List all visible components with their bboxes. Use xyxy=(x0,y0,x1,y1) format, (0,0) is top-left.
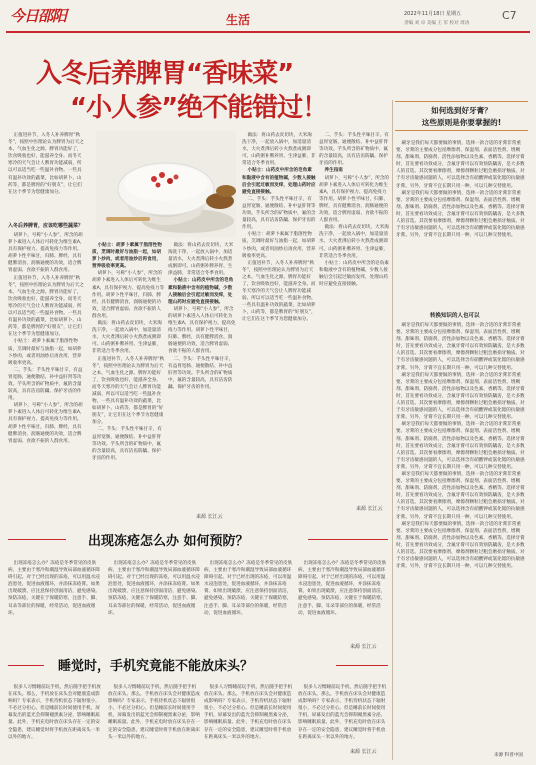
lead-title-line2: “小人参”绝不能错过！ xyxy=(70,93,328,123)
sidebar-heading-box xyxy=(395,101,528,131)
article3-text-a: 很多人习惯睡前玩手机，然后随手把手机放在床头。那么，手机放在床头会对健康造成影响吗？专家表示，手机待机状态下辐射很小，不必过分担心。但是睡前长时间使用手机，屏幕发出的蓝光会抑制褪黑素分泌，影响睡眠质量。此外，手机充电时放在床头存在一定的安全隐患，建议睡觉时将手机放在距离床头一米以外的地方。 xyxy=(8,685,101,740)
article2-author: 来源 长江云 xyxy=(350,644,377,650)
article2-col-1 xyxy=(8,560,104,640)
food-photo xyxy=(96,131,236,237)
sidebar-author: 来源 科普中国 xyxy=(494,753,524,758)
article3-rule-right xyxy=(336,665,388,666)
lead-col4-text-d: 做法：将山药去皮切块，大米淘洗干净，一起放入锅中，加适量清水，大火煮沸后转小火熬煮成粥即可。山药粥补脾养胃、生津益肺，非常适合冬季食用。 xyxy=(319,225,389,259)
article2-col-2 xyxy=(108,560,200,640)
article2-text-a: 出现冻疮怎么办？冻疮是冬季常见的皮肤病，主要由于寒冷和潮湿导致局部血液循环障碍引起。对于已经出现的冻疮，可以用温水浸泡患处，促进血液循环，并涂抹冻疮膏。如果出现破溃，应注意保持创面清洁，避免感染。预防冻疮，关键在于保暖防寒，注意手、脚、耳朵等部位的保暖，经常活动，促进血液循环。 xyxy=(8,561,100,616)
lead-column-3 xyxy=(168,242,236,512)
article3-text-c: 很多人习惯睡前玩手机，然后随手把手机放在床头。那么，手机放在床头会对健康造成影响吗？专家表示，手机待机状态下辐射很小，不必过分担心。但是睡前长时间使用手机，屏幕发出的蓝光会抑制褪黑素分泌，影响睡眠质量。此外，手机充电时放在床头存在一定的安全隐患，建议睡觉时将手机放在距离床头一米以外的地方。 xyxy=(204,685,293,740)
sidebar-title-2: 这些原则是你要掌握的! xyxy=(421,118,502,127)
article3-col-3 xyxy=(204,684,294,758)
article3-title: 睡觉时，手机究竟能不能放床头？ xyxy=(58,659,254,674)
lead-author-2: 来源 长江云 xyxy=(356,506,383,512)
page-number: C7 xyxy=(502,9,517,22)
lead-col2-repeat: 胡萝卜，号称“小人参”，所含的胡萝卜素进入人体后可转化为维生素A，具有保护视力、提高免疫力等作用。胡萝卜性平味甘，归肺、脾经，具有健脾消食、润肠通便的功效，适合脾胃虚弱、食欲不振的人群食用。 xyxy=(8,403,85,444)
lead-column-1b xyxy=(8,232,85,520)
lead-col2-text-d: 胡萝卜，号称“小人参”，所含的胡萝卜素进入人体后可转化为维生素A，具有保护视力、提高免疫力等作用。胡萝卜性平味甘，归肺、脾经，具有健脾消食、润肠通便的功效，适合脾胃虚弱、食欲不振的人群食用。 xyxy=(319,175,389,224)
lead-col6-text-b: 二、芋头：芋头性平味甘辛，有益胃宽肠、通便散结、补中益肝肾等功效。芋头所含的矿物质中，氟的含量较高，具有洁齿防龋、保护牙齿的作用。 xyxy=(92,427,162,461)
sidebar-text-a: 刷牙是我们每天都要做的事情，选择一款合适的牙膏非常重要。牙膏的主要成分包括摩擦剂、保湿剂、表面活性剂、增稠剂、甜味剂、防腐剂、活性添加物以及色素、香精等。选择牙膏时，首先要看功效成分，含氟牙膏可以有效预防龋齿，是大多数人的首选。其次要看摩擦剂，摩擦剂颗粒过粗会磨损牙釉质。对于有牙齿敏感问题的人，可以选择含有硝酸钾或氯化锶的抗敏感牙膏。另外，牙膏不宜长期只用一种，可以几种交替使用。 xyxy=(396,141,525,189)
lead-col3-text-b: 小贴士：胡萝卜素属于脂溶性物质，烹调时最好与油脂一起，如胡萝卜炒肉，或者用油炒后再食用，营养吸收率更高。 xyxy=(242,232,316,259)
lead-col1-repeat: 正值进补节，入冬人补养脾胃“秋冬”，按照中医理论认为脾胃为后天之本，气血生化之源。脾胃功能好了，饮食吸收也好，能滋养全身。而冬天寒冷的天气会让人脾胃功能减弱，所以可以适当吃一些温补食物。一些具有温补功效的蔬菜，比如胡萝卜、山药等，都是脾胃的“好朋友”，让它们在这个季节为您健康加分。 xyxy=(8,275,84,338)
lead-col6-text-d: 二、芋头：芋头性平味甘辛，有益胃宽肠、通便散结、补中益肝肾等功效。芋头所含的矿物质中，氟的含量较高，具有洁齿防龋、保护牙齿的作用。 xyxy=(242,196,316,231)
article3-col-1 xyxy=(8,684,104,758)
article2-rule-left xyxy=(8,539,66,540)
article3-title-bar xyxy=(8,652,388,678)
lead-author-1: 来源 长江云 xyxy=(196,514,223,520)
article3-author: 来源 长江云 xyxy=(350,749,377,755)
article2-text-c: 出现冻疮怎么办？冻疮是冬季常见的皮肤病，主要由于寒冷和潮湿导致局部血液循环障碍引起。对于已经出现的冻疮，可以用温水浸泡患处，促进血液循环，并涂抹冻疮膏。如果出现破溃，应注意保持创面清洁，避免感染。预防冻疮，关键在于保暖防寒，注意手、脚、耳朵等部位的保暖，经常活动，促进血液循环。 xyxy=(204,561,293,616)
sidebar-text-g: 刷牙是我们每天都要做的事情，选择一款合适的牙膏非常重要。牙膏的主要成分包括摩擦剂、保湿剂、表面活性剂、增稠剂、甜味剂、防腐剂、活性添加物以及色素、香精等。选择牙膏时，首先要看功效成分，含氟牙膏可以有效预防龋齿，是大多数人的首选。其次要看摩擦剂，摩擦剂颗粒过粗会磨损牙釉质。对于有牙齿敏感问题的人，可以选择含有硝酸钾或氯化锶的抗敏感牙膏。另外，牙膏不宜长期只用一种，可以几种交替使用。 xyxy=(396,521,525,570)
sidebar-text-b: 刷牙是我们每天都要做的事情，选择一款合适的牙膏非常重要。牙膏的主要成分包括摩擦剂、保湿剂、表面活性剂、增稠剂、甜味剂、防腐剂、活性添加物以及色素、香精等。选择牙膏时，首先要看功效成分，含氟牙膏可以有效预防龋齿，是大多数人的首选。其次要看摩擦剂，摩擦剂颗粒过粗会磨损牙釉质。对于有牙齿敏感问题的人，可以选择含有硝酸钾或氯化锶的抗敏感牙膏。另外，牙膏不宜长期只用一种，可以几种交替使用。 xyxy=(396,190,525,239)
article3-col-4 xyxy=(298,684,388,746)
article2-col-4 xyxy=(298,560,388,630)
article2-col-3 xyxy=(204,560,294,640)
article2-title-bar xyxy=(8,527,388,553)
lead-col5-text-c: 小贴士：山药皮中所含的皂角素和黏液中含有的植物碱，少数人接触后会引起过敏而发痒，处理山药时应避免直接接触。 xyxy=(319,260,389,287)
sidebar-text-d: 刷牙是我们每天都要做的事情，选择一款合适的牙膏非常重要。牙膏的主要成分包括摩擦剂、保湿剂、表面活性剂、增稠剂、甜味剂、防腐剂、活性添加物以及色素、香精等。选择牙膏时，首先要看功效成分，含氟牙膏可以有效预防龋齿，是大多数人的首选。其次要看摩擦剂，摩擦剂颗粒过粗会磨损牙釉质。对于有牙齿敏感问题的人，可以选择含有硝酸钾或氯化锶的抗敏感牙膏。另外，牙膏不宜长期只用一种，可以几种交替使用。 xyxy=(396,372,525,421)
sidebar-tag: 转换知识的人也可以 xyxy=(430,313,480,319)
sidebar-text-c: 刷牙是我们每天都要做的事情，选择一款合适的牙膏非常重要。牙膏的主要成分包括摩擦剂、保湿剂、表面活性剂、增稠剂、甜味剂、防腐剂、活性添加物以及色素、香精等。选择牙膏时，首先要看功效成分，含氟牙膏可以有效预防龋齿，是大多数人的首选。其次要看摩擦剂，摩擦剂颗粒过粗会磨损牙釉质。对于有牙齿敏感问题的人，可以选择含有硝酸钾或氯化锶的抗敏感牙膏。另外，牙膏不宜长期只用一种，可以几种交替使用。 xyxy=(396,323,525,371)
masthead xyxy=(0,0,536,32)
lead-column-4 xyxy=(242,132,316,516)
article2-text-b: 出现冻疮怎么办？冻疮是冬季常见的皮肤病，主要由于寒冷和潮湿导致局部血液循环障碍引起。对于已经出现的冻疮，可以用温水浸泡患处，促进血液循环，并涂抹冻疮膏。如果出现破溃，应注意保持创面清洁，避免感染。预防冻疮，关键在于保暖防寒，注意手、脚、耳朵等部位的保暖，经常活动，促进血液循环。 xyxy=(108,561,200,616)
lead-col6-text-c: 二、芋头：芋头性平味甘辛，有益胃宽肠、通便散结、补中益肝肾等功效。芋头所含的矿物质中，氟的含量较高，具有洁齿防龋、保护牙齿的作用。 xyxy=(168,356,234,390)
lead-col1-text-c: 正值进补节，入冬人补养脾胃“秋冬”，按照中医理论认为脾胃为后天之本，气血生化之源。脾胃功能好了，饮食吸收也好，能滋养全身。而冬天寒冷的天气会让人脾胃功能减弱，所以可以适当吃一些温补食物。一些具有温补功效的蔬菜，比如胡萝卜、山药等，都是脾胃的“好朋友”，让它们在这个季节为您健康加分。 xyxy=(242,260,316,323)
newspaper-logo: 今日邵阳 xyxy=(10,7,67,25)
sidebar-body-2 xyxy=(396,322,528,758)
editor-line: 责编 刘 卓 美编 王 军 校对 周涛 xyxy=(404,21,470,26)
article3-text-b: 很多人习惯睡前玩手机，然后随手把手机放在床头。那么，手机放在床头会对健康造成影响吗？专家表示，手机待机状态下辐射很小，不必过分担心。但是睡前长时间使用手机，屏幕发出的蓝光会抑制褪黑素分泌，影响睡眠质量。此外，手机充电时放在床头存在一定的安全隐患，建议睡觉时将手机放在距离床头一米以外的地方。 xyxy=(108,685,200,740)
article3-text-d: 很多人习惯睡前玩手机，然后随手把手机放在床头。那么，手机放在床头会对健康造成影响吗？专家表示，手机待机状态下辐射很小，不必过分担心。但是睡前长时间使用手机，屏幕发出的蓝光会抑制褪黑素分泌，影响睡眠质量。此外，手机充电时放在床头存在一定的安全隐患，建议睡觉时将手机放在距离床头一米以外的地方。 xyxy=(298,685,387,740)
lead-col2-text-c: 胡萝卜，号称“小人参”，所含的胡萝卜素进入人体后可转化为维生素A，具有保护视力、提高免疫力等作用。胡萝卜性平味甘，归肺、脾经，具有健脾消食、润肠通便的功效，适合脾胃虚弱、食欲不振的人群食用。 xyxy=(168,306,236,355)
lead-col2-text-b: 胡萝卜，号称“小人参”，所含的胡萝卜素进入人体后可转化为维生素A，具有保护视力、提高免疫力等作用。胡萝卜性平味甘，归肺、脾经，具有健脾消食、润肠通便的功效，适合脾胃虚弱、食欲不振的人群食用。 xyxy=(92,271,165,319)
column-divider xyxy=(392,100,393,760)
section-label: 生活 xyxy=(226,13,251,27)
masthead-rule xyxy=(6,31,530,33)
lead-col2-text: 胡萝卜，号称“小人参”，所含的胡萝卜素进入人体后可转化为维生素A，具有保护视力、提高免疫力等作用。胡萝卜性平味甘，归肺、脾经，具有健脾消食、润肠通便的功效，适合脾胃虚弱、食欲不振的人群食用。 xyxy=(8,233,85,274)
article3-rule-left xyxy=(8,665,44,666)
article2-title: 出现冻疮怎么办 如何预防？ xyxy=(88,534,249,549)
sidebar-title-1: 如何选到好牙膏？ xyxy=(431,106,492,115)
lead-col6-text-e: 二、芋头：芋头性平味甘辛，有益胃宽肠、通便散结、补中益肝肾等功效。芋头所含的矿物质中，氟的含量较高，具有洁齿防龋、保护牙齿的作用。 xyxy=(319,133,389,167)
date-line: 2022年11月18日 星期五 xyxy=(404,11,462,17)
article2-rule-right xyxy=(308,539,388,540)
lead-col3-text-a: 小贴士：胡萝卜素属于脂溶性物质，烹调时最好与油脂一起，如胡萝卜炒肉，或者用油炒后再食用，营养吸收率更高。 xyxy=(92,243,162,270)
lead-col4-text-c: 做法：将山药去皮切块，大米淘洗干净，一起放入锅中，加适量清水，大火煮沸后转小火熬煮成粥即可。山药粥补脾养胃、生津益肺，非常适合冬季食用。 xyxy=(242,133,316,167)
sidebar-text-f: 刷牙是我们每天都要做的事情，选择一款合适的牙膏非常重要。牙膏的主要成分包括摩擦剂、保湿剂、表面活性剂、增稠剂、甜味剂、防腐剂、活性添加物以及色素、香精等。选择牙膏时，首先要看功效成分，含氟牙膏可以有效预防龋齿，是大多数人的首选。其次要看摩擦剂，摩擦剂颗粒过粗会磨损牙釉质。对于有牙齿敏感问题的人，可以选择含有硝酸钾或氯化锶的抗敏感牙膏。另外，牙膏不宜长期只用一种，可以几种交替使用。 xyxy=(396,471,525,520)
sidebar-body xyxy=(396,140,528,316)
lead-column-5 xyxy=(319,132,391,504)
lead-column-1 xyxy=(8,132,85,222)
lead-title-line1: 入冬后养脾胃“香味菜” xyxy=(36,59,294,89)
porridge-bowl-illustration xyxy=(96,131,236,237)
article3-col-2 xyxy=(108,684,200,758)
lead-col1-text-b: 正值进补节，入冬人补养脾胃“秋冬”，按照中医理论认为脾胃为后天之本，气血生化之源。脾胃功能好了，饮食吸收也好，能滋养全身。而冬天寒冷的天气会让人脾胃功能减弱，所以可以适当吃一些温补食物。一些具有温补功效的蔬菜，比如胡萝卜、山药等，都是脾胃的“好朋友”，让它们在这个季节为您健康加分。 xyxy=(92,356,165,426)
article2-text-d: 出现冻疮怎么办？冻疮是冬季常见的皮肤病，主要由于寒冷和潮湿导致局部血液循环障碍引起。对于已经出现的冻疮，可以用温水浸泡患处，促进血液循环，并涂抹冻疮膏。如果出现破溃，应注意保持创面清洁，避免感染。预防冻疮，关键在于保暖防寒，注意手、脚、耳朵等部位的保暖，经常活动，促进血液循环。 xyxy=(298,561,387,616)
lead-col4-text-b: 做法：将山药去皮切块，大米淘洗干净，一起放入锅中，加适量清水，大火煮沸后转小火熬煮成粥即可。山药粥补脾养胃、生津益肺，非常适合冬季食用。 xyxy=(168,243,234,277)
lead-col3-text: 小贴士：胡萝卜素属于脂溶性物质，烹调时最好与油脂一起，如胡萝卜炒肉，或者用油炒后再食用，营养吸收率更高。 xyxy=(8,339,82,366)
lead-col1-text: 正值进补节，入冬人补养脾胃“秋冬”，按照中医理论认为脾胃为后天之本，气血生化之源。脾胃功能好了，饮食吸收也好，能滋养全身。而冬天寒冷的天气会让人脾胃功能减弱，所以可以适当吃一些温补食物。一些具有温补功效的蔬菜，比如胡萝卜、山药等，都是脾胃的“好朋友”，让它们在这个季节为您健康加分。 xyxy=(8,133,84,195)
lead-subhead-2: 养生指南 xyxy=(324,168,343,174)
lead-subhead: 入冬后养脾胃，应该吃哪些蔬菜？ xyxy=(8,223,84,229)
lead-col6-text-a: 二、芋头：芋头性平味甘辛，有益胃宽肠、通便散结、补中益肝肾等功效。芋头所含的矿物质中，氟的含量较高，具有洁齿防龋、保护牙齿的作用。 xyxy=(8,367,83,402)
lead-col4-text-a: 做法：将山药去皮切块，大米淘洗干净，一起放入锅中，加适量清水，大火煮沸后转小火熬煮成粥即可。山药粥补脾养胃、生津益肺，非常适合冬季食用。 xyxy=(92,321,162,355)
lead-column-2 xyxy=(92,242,165,512)
lead-col5-text-b: 小贴士：山药皮中所含的皂角素和黏液中含有的植物碱，少数人接触后会引起过敏而发痒，处理山药时应避免直接接触。 xyxy=(242,168,316,195)
sidebar-text-e: 刷牙是我们每天都要做的事情，选择一款合适的牙膏非常重要。牙膏的主要成分包括摩擦剂、保湿剂、表面活性剂、增稠剂、甜味剂、防腐剂、活性添加物以及色素、香精等。选择牙膏时，首先要看功效成分，含氟牙膏可以有效预防龋齿，是大多数人的首选。其次要看摩擦剂，摩擦剂颗粒过粗会磨损牙釉质。对于有牙齿敏感问题的人，可以选择含有硝酸钾或氯化锶的抗敏感牙膏。另外，牙膏不宜长期只用一种，可以几种交替使用。 xyxy=(396,422,525,470)
lead-col5-text-a: 小贴士：山药皮中所含的皂角素和黏液中含有的植物碱，少数人接触后会引起过敏而发痒，处理山药时应避免直接接触。 xyxy=(168,278,234,305)
